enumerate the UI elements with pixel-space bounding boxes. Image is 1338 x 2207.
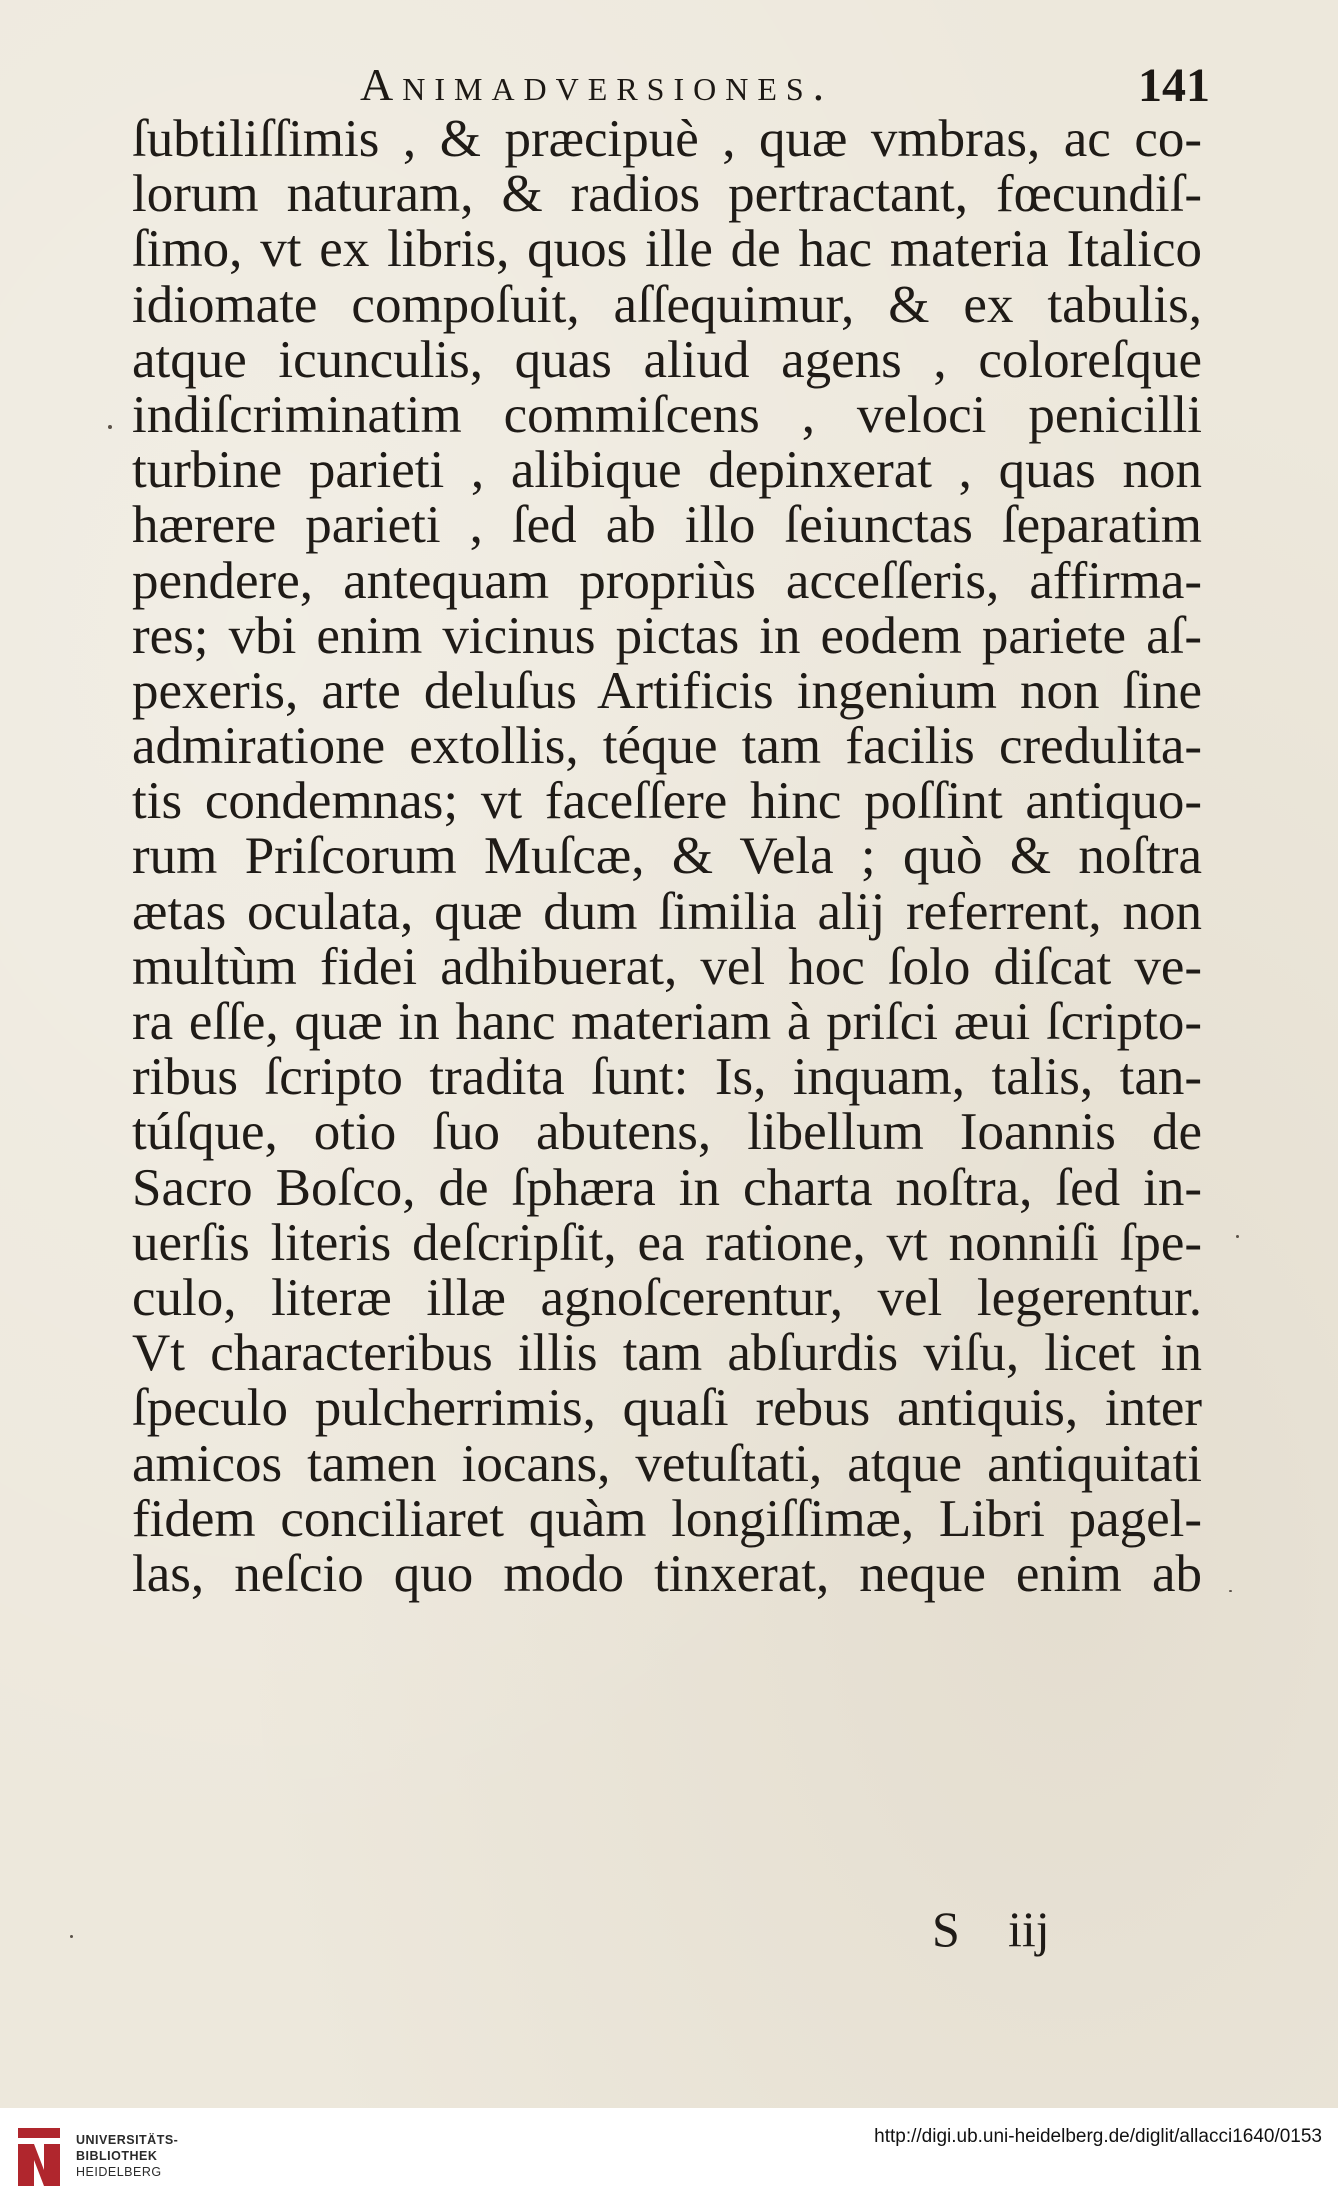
text-line: Sacro Boſco, de ſphæra in charta noſtra, ſed in- — [132, 1158, 1202, 1217]
signature-number: iij — [1008, 1901, 1050, 1957]
text-line: uerſis literis deſcripſit, ea ratione, vt nonniſi ſpe- — [132, 1213, 1202, 1272]
text-line: turbine parieti , alibique depinxerat , quas non — [132, 441, 1202, 500]
body-text — [132, 112, 1202, 1602]
text-line: indiſcriminatim commiſcens , veloci penicilli — [132, 385, 1202, 444]
page-number: 141 — [1138, 59, 1210, 112]
signature-letter: S — [932, 1901, 960, 1957]
text-line: ætas oculata, quæ dum ſimilia alij referrent, non — [132, 882, 1202, 941]
text-line: túſque, otio ſuo abutens, libellum Ioannis de — [132, 1103, 1202, 1162]
signature-mark — [932, 1900, 1072, 1960]
paper-speck — [108, 425, 112, 429]
text-line: ribus ſcripto tradita ſunt: Is, inquam, talis, tan- — [132, 1048, 1202, 1107]
text-line: culo, literæ illæ agnoſcerentur, vel legerentur. — [132, 1268, 1202, 1327]
text-line: ra eſſe, quæ in hanc materiam à priſci æui ſcripto- — [132, 993, 1202, 1051]
library-name-line: UNIVERSITÄTS- — [76, 2133, 179, 2147]
text-line: pexeris, arte deluſus Artificis ingenium non ſine — [132, 661, 1202, 720]
text-line: las, neſcio quo modo tinxerat, neque enim ab — [132, 1544, 1202, 1603]
text-line: amicos tamen iocans, vetuſtati, atque antiquitati — [132, 1434, 1202, 1493]
text-line: multùm fidei adhibuerat, vel hoc ſolo diſcat ve- — [132, 937, 1202, 996]
library-name-line: HEIDELBERG — [76, 2165, 162, 2179]
paper-speck — [1236, 1235, 1239, 1238]
text-line: rum Priſcorum Muſcæ, & Vela ; quò & noſtra — [132, 827, 1202, 886]
paper-speck — [1229, 1590, 1232, 1592]
university-library-logo-icon — [14, 2124, 64, 2194]
library-name-line: BIBLIOTHEK — [76, 2149, 158, 2163]
text-line: ſimo, vt ex libris, quos ille de hac materia Italico — [132, 220, 1202, 279]
text-line: pendere, antequam propriùs acceſſeris, affirma- — [132, 551, 1202, 610]
text-line: admiratione extollis, téque tam facilis credulita- — [132, 717, 1202, 776]
text-line: lorum naturam, & radios pertractant, fœcundiſ- — [132, 165, 1202, 224]
library-name — [76, 2132, 178, 2180]
running-title: Animadversiones. — [360, 59, 834, 110]
text-line: Vt characteribus illis tam abſurdis viſu, licet in — [132, 1324, 1202, 1383]
text-line: hærere parieti , ſed ab illo ſeiunctas ſeparatim — [132, 496, 1202, 555]
text-line: ſpeculo pulcherrimis, quaſi rebus antiquis, inter — [132, 1379, 1202, 1438]
paper-speck — [70, 1935, 73, 1938]
text-line: ſubtiliſſimis , & præcipuè , quæ vmbras, ac co- — [132, 110, 1202, 168]
permalink-url[interactable]: http://digi.ub.uni-heidelberg.de/diglit/allacci1640/0153 — [874, 2126, 1322, 2147]
footer-bar — [0, 2108, 1338, 2207]
running-head — [0, 58, 1338, 118]
text-line: tis condemnas; vt faceſſere hinc poſſint antiquo- — [132, 772, 1202, 831]
text-line: res; vbi enim vicinus pictas in eodem pariete aſ- — [132, 606, 1202, 665]
text-line: fidem conciliaret quàm longiſſimæ, Libri pagel- — [132, 1489, 1202, 1548]
text-line: idiomate compoſuit, aſſequimur, & ex tabulis, — [132, 275, 1202, 334]
text-line: atque icunculis, quas aliud agens , coloreſque — [132, 330, 1202, 389]
